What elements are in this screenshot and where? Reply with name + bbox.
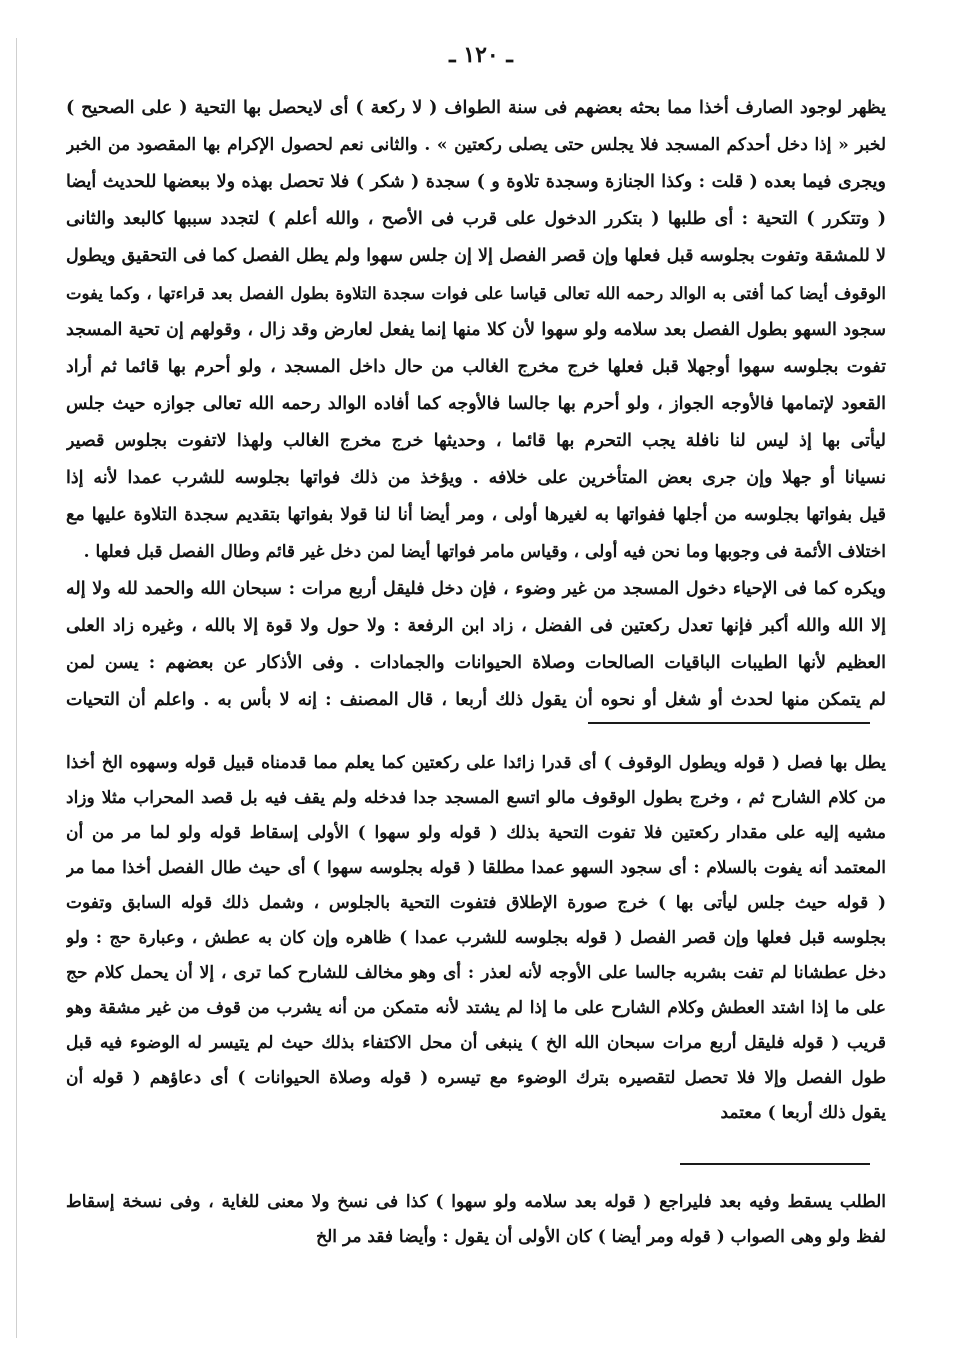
commentary-line: مشيه إليه على مقدار ركعتين فلا تفوت التحية بذلك ( قوله ولو سهوا ) الأولى إسقاط قوله ولو لما مر من أن [66, 823, 886, 843]
main-line: لم يتمكن منها لحدث أو شغل أو نحوه أن يقول ذلك أربعا ، قال المصنف : إنه لا بأس به . واعلم أن التحيات [66, 690, 886, 710]
main-line: نسيانا أو جهلا وإن جرى بعض المتأخرين على خلافه . ويؤخذ من ذلك فواتها بجلوسه للشرب عمدا لأنه إذا [66, 468, 886, 488]
main-line: لا للمشقة وتفوت بجلوسه قبل فعلها وإن قصر الفصل إلا إن جلس سهوا ولم يطل الفصل كما فى التحقيق ويطول [66, 246, 886, 266]
commentary-line: يطل بها فصل ( قوله ويطول الوقوف ) أى قدرا زائدا على ركعتين كما يعلم مما قدمناه قبيل قوله وسهوه الخ أخذا [66, 753, 886, 773]
commentary-line: ( قوله حيث جلس ليأتى بها ) خرج صورة الإطلاق فتفوت التحية بالجلوس ، وشمل ذلك قوله السابق وتفوت [66, 893, 886, 913]
footnote-text [66, 1185, 886, 1255]
commentary-line: يقول ذلك أربعا ) معتمد [720, 1103, 886, 1123]
main-text [66, 90, 886, 719]
main-line: إلا الله والله أكبر فإنها تعدل ركعتين فى الفضل ، زاد ابن الرفعة : ولا حول ولا قوة إلا بالله ، وغيره زاد العلى [66, 616, 886, 636]
commentary-line: من كلام الشارح ثم ، وخرج بطول الوقوف مالو اتسع المسجد جدا فدخله ولم يقف فيه بل قصد المحراب مثلا وزاد [66, 788, 886, 808]
separator-rule [680, 1163, 870, 1165]
main-line: الوقوف أيضا كما أفتى به الوالد رحمه الله تعالى قياسا على فوات سجدة التلاوة بطول الفصل بعد قراءتها ، وكما يفوت [66, 284, 886, 303]
footnote-line: لفظ ولو وهى الصواب ( قوله ومر أيضا ) كان الأولى أن يقول : وأيضا فقد مر الخ [316, 1227, 886, 1247]
commentary-line: دخل عطشانا لم تفت بشربه جالسا على الأوجه لأنه لعذر : أى وهو مخالف للشارح كما ترى ، إلا أن يحمل كلام حج [66, 963, 886, 983]
commentary-line: طول الفصل وإلا فلا تحصل لتقصيره بترك الوضوء مع تيسره ( قوله وصلاة الحيوانات ) أى دعاؤهم ( قوله أن [66, 1068, 886, 1088]
main-line: سجود السهو بطول الفصل بعد سلامه ولو سهوا لأن كلا منها إنما يفعل لعارض وقد زال ، وقولهم إن تحية المسجد [66, 320, 886, 340]
main-line: ( وتتكرر ) التحية : أى طلبها ( بتكرر الدخول على قرب فى الأصح ، والله أعلم ) لتجدد سببها كالبعد والثانى [66, 209, 886, 229]
main-line: ويجرى فيما بعده ( قلت : وكذا الجنازة وسجدة تلاوة و ) سجدة ( شكر ) فلا تحصل بهذه ولا ببعضها للحديث أيضا [66, 172, 886, 192]
page-number: ـ ١٢٠ ـ [449, 42, 513, 68]
footnote-line: الطلب يسقط وفيه بعد فليراجع ( قوله بعد سلامه ولو سهوا ) كذا فى نسخ ولا معنى للغاية ، وفى نسخة إسقاط [66, 1192, 886, 1212]
commentary-line: على ما إذا اشتد العطش وكلام الشارح على ما إذا لم يشتد لأنه متمكن من أنه يشرب من قوف من غير مشقة وهو [66, 998, 886, 1018]
main-line: العظيم لأنها الطيبات الباقيات الصالحات وصلاة الحيوانات والجمادات . وفى الأذكار عن بعضهم : يسن لمن [66, 653, 886, 673]
scan-margin-line [16, 38, 17, 1338]
commentary-line: المعتمد أنه يفوت بالسلام : أى سجود السهو عمدا مطلقا ( قوله بجلوسه سهوا ) أى حيث طال الفصل أخذا مما مر [66, 858, 886, 878]
commentary-line: بجلوسه قبل فعلها وإن قصر الفصل ( قوله بجلوسه للشرب عمدا ) ظاهره وإن كان به عطش ، وعبارة حج : ولو [66, 928, 886, 948]
commentary-line: قريب ( قوله فليقل أربع مرات سبحان الله الخ ) ينبغى أن محل الاكتفاء بذلك حيث لم يتيسر له الوضوء فيه قبل [66, 1033, 886, 1053]
separator-rule [588, 722, 870, 724]
main-line: تفوت بجلوسه سهوا أوجهلا قبل فعلها خرج مخرج الغالب من حال داخل المسجد ، ولو أحرم بها قائما ثم أراد [66, 357, 886, 377]
main-line: اختلاف الأئمة فى وجوبها وما نحن فيه أولى ، وقياس مامر فواتها أيضا لمن دخل غير قائم وطال الفصل قبل فعلها . [83, 542, 886, 562]
commentary-text [66, 746, 886, 1131]
main-line: يظهر لوجود الصارف أخذا مما بحثه بعضهم فى سنة الطواف ( لا ركعة ) أى لايحصل بها التحية ( على الصحيح ) [66, 98, 886, 118]
main-line: ليأتى بها إذ ليس لنا نافلة يجب التحرم بها قائما ، وحديثها خرج مخرج الغالب ولهذا لاتفوت بجلوس قصير [66, 431, 886, 451]
main-line: قيل بفواتها بجلوسه من أجلها ففواتها به لغيرها أولى ، ومر أيضا أنا لنا قولا بفواتها بتقديم سجدة التلاوة عليها مع [66, 505, 886, 525]
main-line: ويكره كما فى الإحياء دخول المسجد من غير وضوء ، فإن دخل فليقل أربع مرات : سبحان الله والحمد لله ولا إله [66, 579, 886, 599]
main-line: القعود لإتمامها فالأوجه الجواز ، ولو أحرم بها جالسا فالأوجه كما أفاده الوالد رحمه الله تعالى جوازه حيث جلس [66, 394, 886, 414]
main-line: لخبر « إذا دخل أحدكم المسجد فلا يجلس حتى يصلى ركعتين » . والثانى نعم لحصول الإكرام بها المقصود من الخبر [66, 135, 886, 155]
